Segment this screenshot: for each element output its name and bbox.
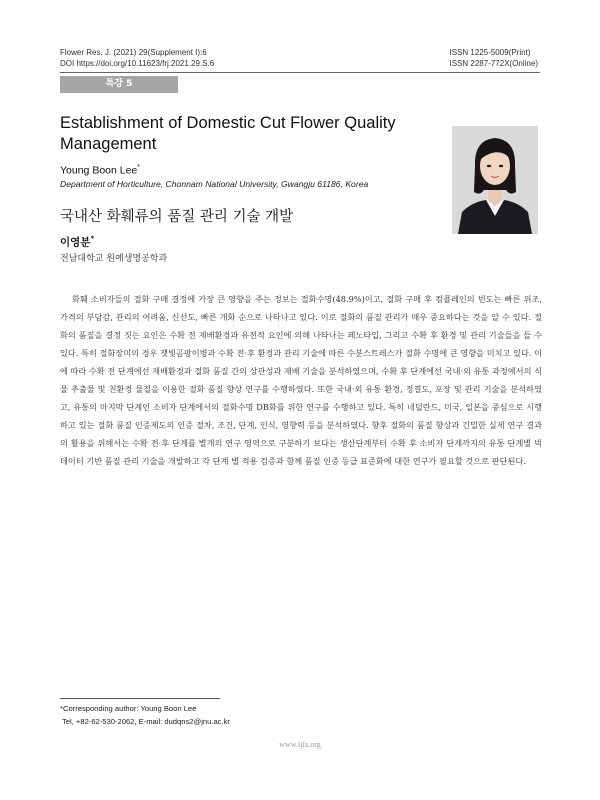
section-tag: 특강 5 xyxy=(60,76,178,93)
korean-author-mark: * xyxy=(90,234,95,243)
issn-online: ISSN 2287-772X(Online) xyxy=(449,59,538,68)
korean-affiliation: 전남대학교 원예생명공학과 xyxy=(60,254,168,264)
abstract-body: 화훼 소비자들의 절화 구매 결정에 가장 큰 영향을 주는 정보는 절화수명(48.9%)이고, 절화 구매 후 컴플레인의 빈도는 빠른 위조, 가격의 부담감, 관리의 어려움, 신선도, 빠른 개화 순으로 나타나고 있다. 이로 절화의 품질 관리가 매우 중요하다는 것을 알 수 있다. 절화의 품질을 결정 짓는 요인은 수확 전 재배환경과 유전적 요인에 의해 나타나는 페노타입, 그리고 수확 후 환경 및 관리 기술들을 들 수 있다. 특히 절화장미의 경우 잿빛곰팡이병과 수확 전·후 환경과 관리 기술에 따른 수분스트레스가 절화 수명에 큰 영향을 미치고 있다. 이에 따라 수확 전 단계에선 재배환경과 절화 품질 간의 상관성과 재배 기술을 분석하였으며, 수확 후 단계에선 국내·외 유통 과정에서의 식물 추출물 및 친환경 물질을 이용한 절화 품질 향상 연구를 수행하였다. 또한 국내·외 유통 환경, 정결도, 포장 및 관리 기술을 분석하였고, 유통의 마지막 단계인 소비자 단계에서의 절화수명 DB화를 위한 연구를 수행하고 있다. 특히 네덜란드, 미국, 일본을 중심으로 시행하고 있는 절화 품질 인증제도의 인증 절차, 조건, 단계, 인식, 영향력 등을 분석하였다. 향후 절화의 품질 향상과 긴밀한 실제 연구 결과의 활용을 위해서는 수확 전·후 단계를 별개의 연구 영역으로 구분하기 보다는 생산단계부터 수확 후 소비자 단계까지의 유통 단계별 빅데이터 기반 품질 관리 기술을 개발하고 각 단계 별 적용 검증과 함께 품질 인증 등급 표준화에 대한 연구가 필요할 것으로 판단된다. xyxy=(60,294,542,466)
author-name: Young Boon Lee* xyxy=(60,164,141,177)
journal-header-right xyxy=(450,47,539,69)
doi-line[interactable]: DOI https://doi.org/10.11623/frj.2021.29.S.6 xyxy=(60,59,215,68)
author-portrait-image xyxy=(452,126,538,234)
journal-citation: Flower Res. J. (2021) 29(Supplement I):6 xyxy=(60,48,207,57)
header-divider xyxy=(60,72,540,73)
contact-info: Tel, +82-62-530-2062, E-mail: dudqns2@jnu.ac.kr xyxy=(62,717,230,726)
issn-print: ISSN 1225-5009(Print) xyxy=(449,48,531,57)
corresponding-author-note: *Corresponding author: Young Boon Lee xyxy=(60,704,197,713)
author-photo xyxy=(452,126,538,234)
paper-title: Establishment of Domestic Cut Flower Quality Management xyxy=(60,114,396,153)
page-footer-url[interactable]: www.ijfs.org xyxy=(279,740,321,749)
korean-author: 이영분* xyxy=(60,234,95,249)
korean-title: 국내산 화훼류의 품질 관리 기술 개발 xyxy=(60,209,294,225)
journal-header-left xyxy=(60,47,214,69)
author-affiliation: Department of Horticulture, Chonnam National University, Gwangju 61186, Korea xyxy=(60,179,369,189)
footnote xyxy=(60,702,230,728)
author-mark: * xyxy=(137,164,141,171)
footnote-divider xyxy=(60,698,220,699)
